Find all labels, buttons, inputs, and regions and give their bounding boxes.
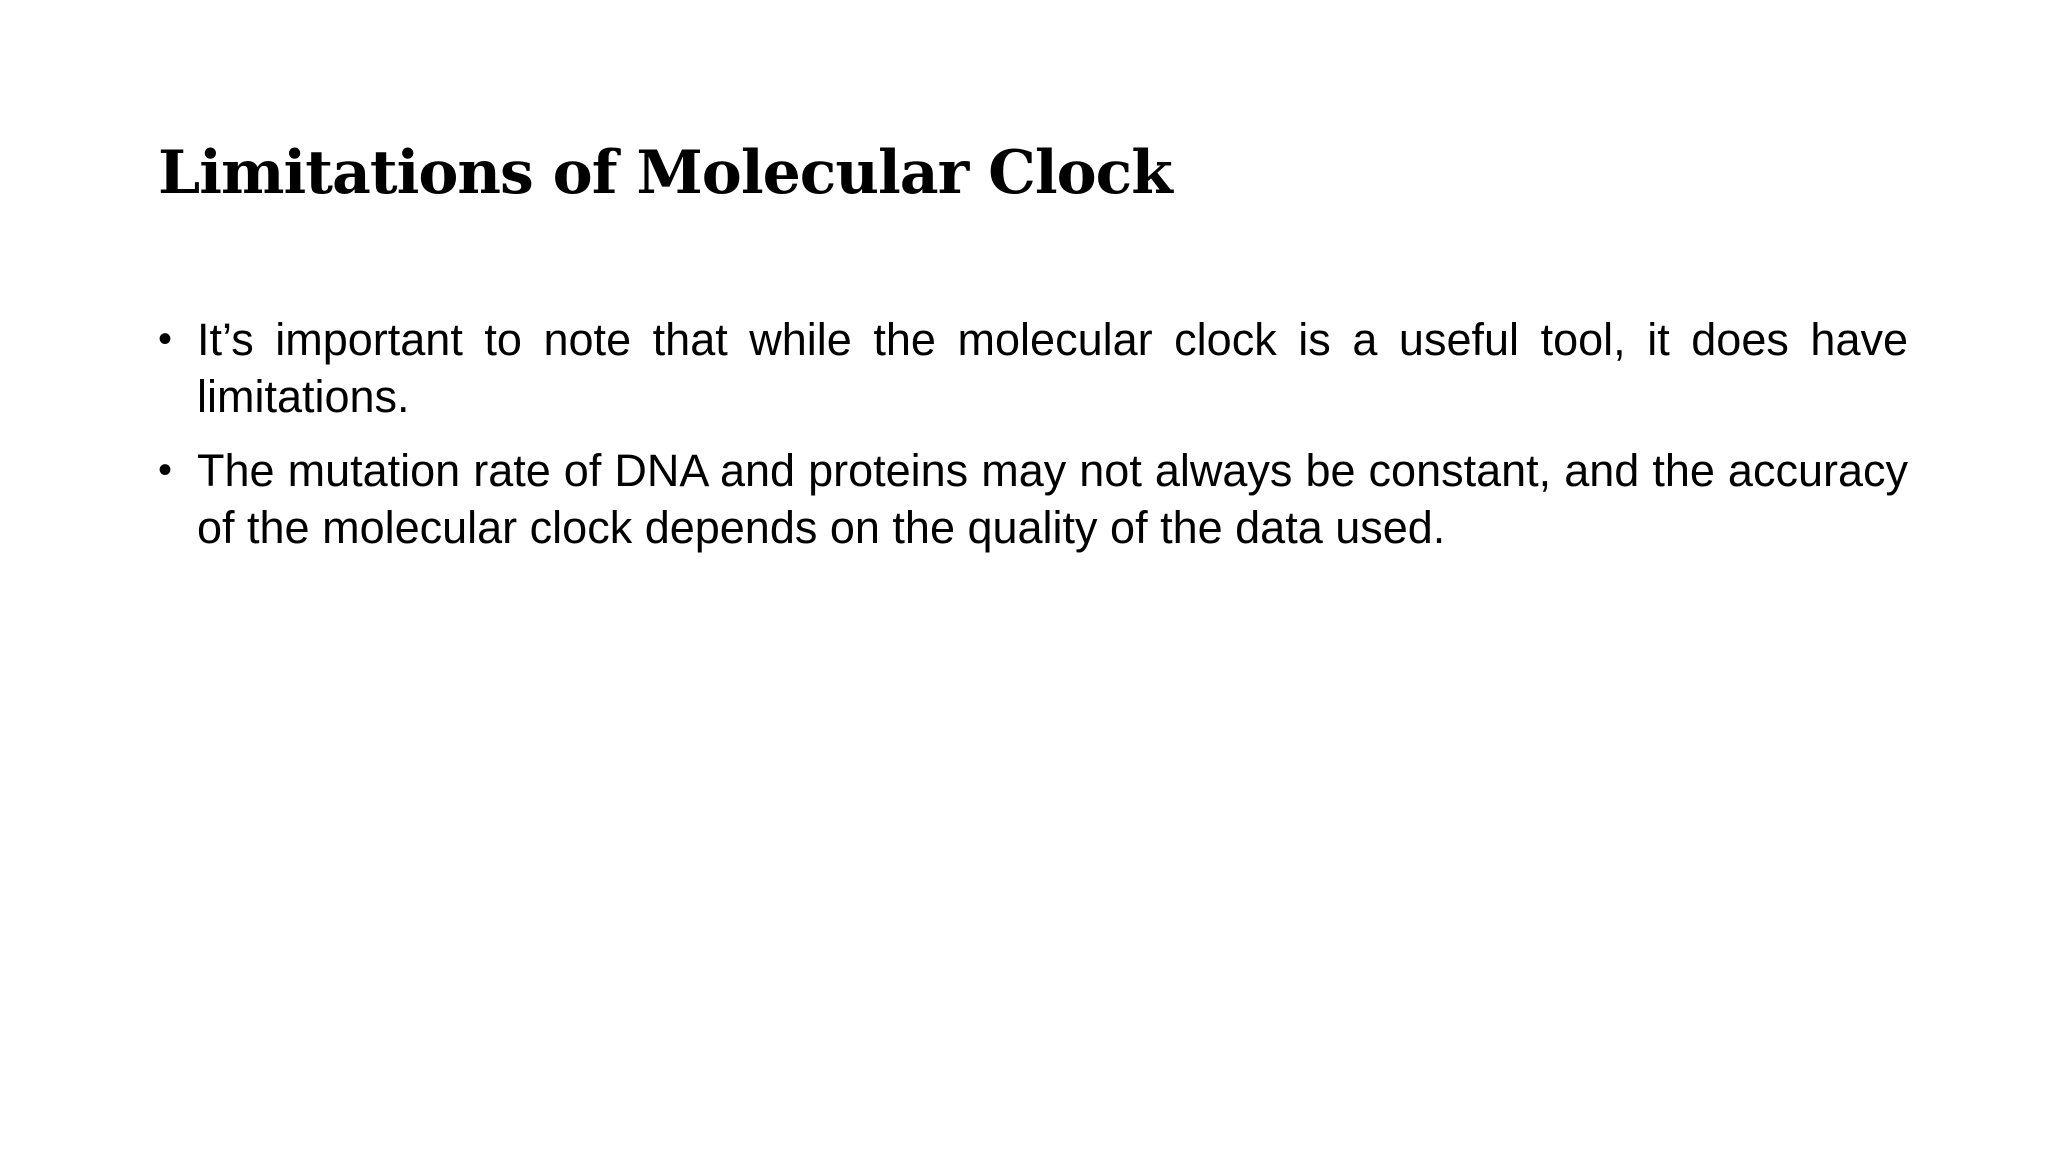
bullet-item [158, 311, 1908, 425]
bullet-text: The mutation rate of DNA and proteins may not always be constant, and the accuracy of the molecular clock depends on the quality of the data used. [197, 445, 1908, 553]
bullet-text: It’s important to note that while the molecular clock is a useful tool, it does have limitations. [197, 314, 1908, 422]
bullet-item [158, 442, 1908, 556]
bullet-list [158, 311, 1908, 573]
bullet-point-icon: • [158, 317, 173, 361]
slide-title: Limitations of Molecular Clock [158, 138, 1172, 208]
bullet-point-icon: • [158, 448, 173, 492]
